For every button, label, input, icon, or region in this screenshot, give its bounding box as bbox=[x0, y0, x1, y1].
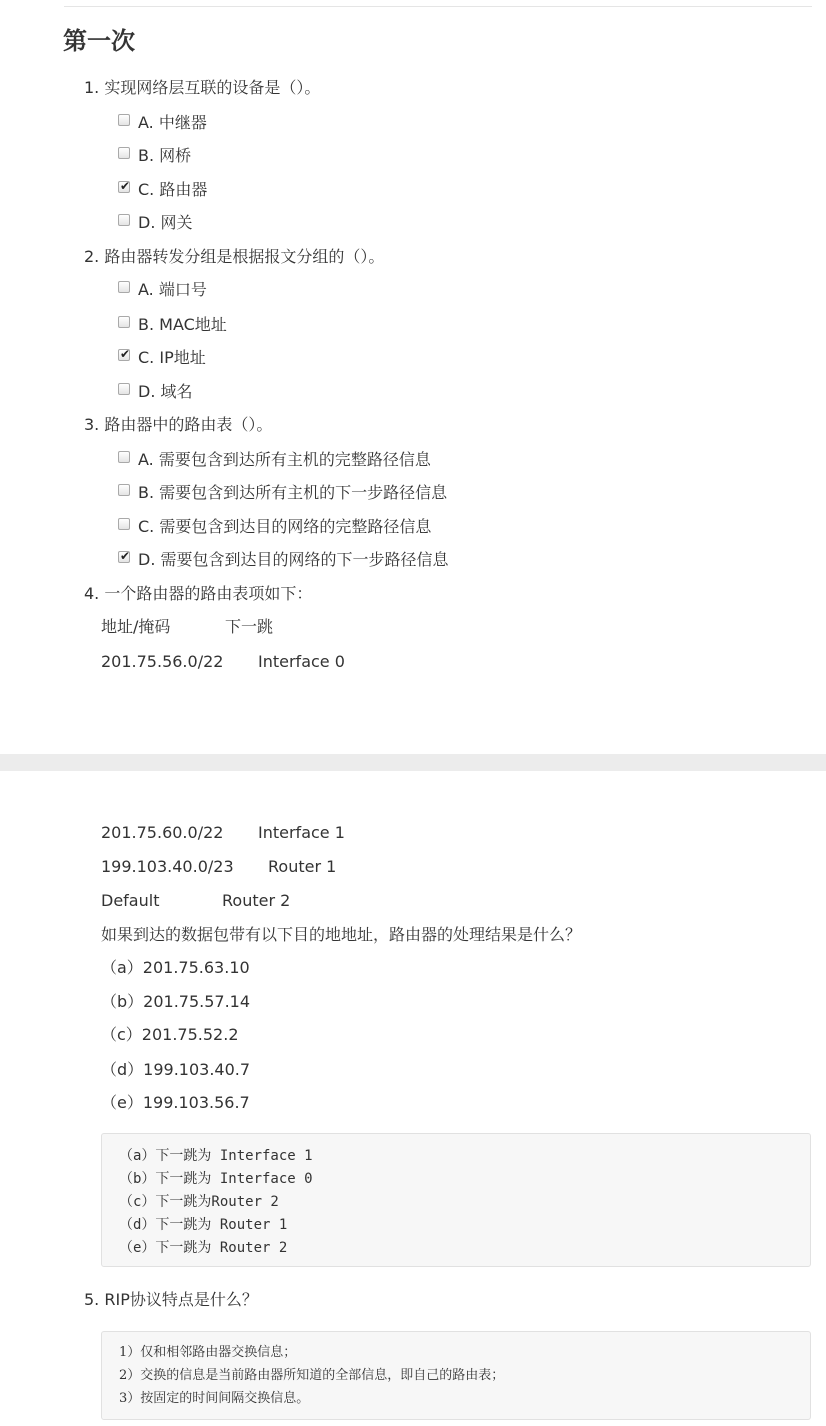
answer-line: 2）交换的信息是当前路由器所知道的全部信息，即自己的路由表； bbox=[119, 1368, 505, 1383]
answer-line: （c）下一跳为Router 2 bbox=[119, 1194, 279, 1210]
answer-block-q4 bbox=[101, 1133, 811, 1267]
option-label: C. IP地址 bbox=[138, 348, 206, 367]
answer-line: （a）下一跳为 Interface 1 bbox=[119, 1148, 313, 1164]
q2-option-d[interactable] bbox=[118, 380, 193, 404]
q1-option-d[interactable] bbox=[118, 211, 193, 235]
destination-address: （e）199.103.56.7 bbox=[101, 1093, 250, 1112]
route-address: 201.75.60.0/22 bbox=[101, 823, 224, 842]
option-label: C. 需要包含到达目的网络的完整路径信息 bbox=[138, 517, 432, 536]
destination-address: （a）201.75.63.10 bbox=[101, 958, 250, 977]
answer-line: （d）下一跳为 Router 1 bbox=[119, 1217, 288, 1233]
checkbox[interactable] bbox=[118, 316, 130, 328]
question-4-prompt: 如果到达的数据包带有以下目的地地址，路由器的处理结果是什么？ bbox=[101, 925, 582, 944]
checkbox[interactable] bbox=[118, 383, 130, 395]
option-label: A. 需要包含到达所有主机的完整路径信息 bbox=[138, 450, 431, 469]
option-label: B. 需要包含到达所有主机的下一步路径信息 bbox=[138, 483, 448, 502]
checkbox-checked[interactable] bbox=[118, 551, 130, 563]
checkbox-checked[interactable] bbox=[118, 349, 130, 361]
answer-line: 1）仅和相邻路由器交换信息； bbox=[119, 1345, 297, 1360]
q1-option-a[interactable] bbox=[118, 111, 207, 135]
destination-address: （b）201.75.57.14 bbox=[101, 992, 251, 1011]
route-next-hop: Router 1 bbox=[268, 857, 337, 876]
answer-line: （e）下一跳为 Router 2 bbox=[119, 1240, 288, 1256]
section-title: 第一次 bbox=[63, 27, 135, 55]
page-separator bbox=[0, 754, 826, 771]
option-label: C. 路由器 bbox=[138, 180, 208, 199]
option-label: A. 中继器 bbox=[138, 113, 207, 132]
checkbox[interactable] bbox=[118, 518, 130, 530]
q3-option-d[interactable] bbox=[118, 548, 449, 572]
question-3: 3. 路由器中的路由表（）。 bbox=[84, 415, 273, 434]
question-5: 5. RIP协议特点是什么？ bbox=[84, 1290, 258, 1309]
answer-line: 3）按固定的时间间隔交换信息。 bbox=[119, 1391, 310, 1406]
q2-option-a[interactable] bbox=[118, 278, 207, 302]
route-address: Default bbox=[101, 891, 160, 910]
answer-block-q5 bbox=[101, 1331, 811, 1420]
q1-option-b[interactable] bbox=[118, 144, 191, 168]
question-1: 1. 实现网络层互联的设备是（）。 bbox=[84, 78, 321, 97]
question-2: 2. 路由器转发分组是根据报文分组的（）。 bbox=[84, 247, 385, 266]
route-header-address: 地址/掩码 bbox=[101, 617, 171, 636]
q3-option-b[interactable] bbox=[118, 481, 447, 505]
route-address: 201.75.56.0/22 bbox=[101, 652, 224, 671]
checkbox[interactable] bbox=[118, 114, 130, 126]
top-divider bbox=[64, 6, 812, 7]
q2-option-c[interactable] bbox=[118, 346, 206, 370]
checkbox[interactable] bbox=[118, 451, 130, 463]
route-next-hop: Interface 0 bbox=[258, 652, 345, 671]
q3-option-c[interactable] bbox=[118, 515, 431, 539]
destination-address: （c）201.75.52.2 bbox=[101, 1025, 239, 1044]
checkbox[interactable] bbox=[118, 281, 130, 293]
checkbox[interactable] bbox=[118, 484, 130, 496]
checkbox-checked[interactable] bbox=[118, 181, 130, 193]
checkbox[interactable] bbox=[118, 147, 130, 159]
destination-address: （d）199.103.40.7 bbox=[101, 1060, 251, 1079]
route-next-hop: Interface 1 bbox=[258, 823, 345, 842]
route-header-next-hop: 下一跳 bbox=[225, 617, 274, 636]
option-label: D. 需要包含到达目的网络的下一步路径信息 bbox=[138, 550, 449, 569]
question-4: 4. 一个路由器的路由表项如下： bbox=[84, 584, 313, 603]
checkbox[interactable] bbox=[118, 214, 130, 226]
q1-option-c[interactable] bbox=[118, 178, 207, 202]
option-label: D. 网关 bbox=[138, 213, 193, 232]
route-next-hop: Router 2 bbox=[222, 891, 291, 910]
option-label: B. 网桥 bbox=[138, 146, 192, 165]
option-label: A. 端口号 bbox=[138, 280, 207, 299]
answer-line: （b）下一跳为 Interface 0 bbox=[119, 1171, 313, 1187]
q2-option-b[interactable] bbox=[118, 313, 227, 337]
route-address: 199.103.40.0/23 bbox=[101, 857, 234, 876]
option-label: D. 域名 bbox=[138, 382, 193, 401]
q3-option-a[interactable] bbox=[118, 448, 431, 472]
option-label: B. MAC地址 bbox=[138, 315, 227, 334]
